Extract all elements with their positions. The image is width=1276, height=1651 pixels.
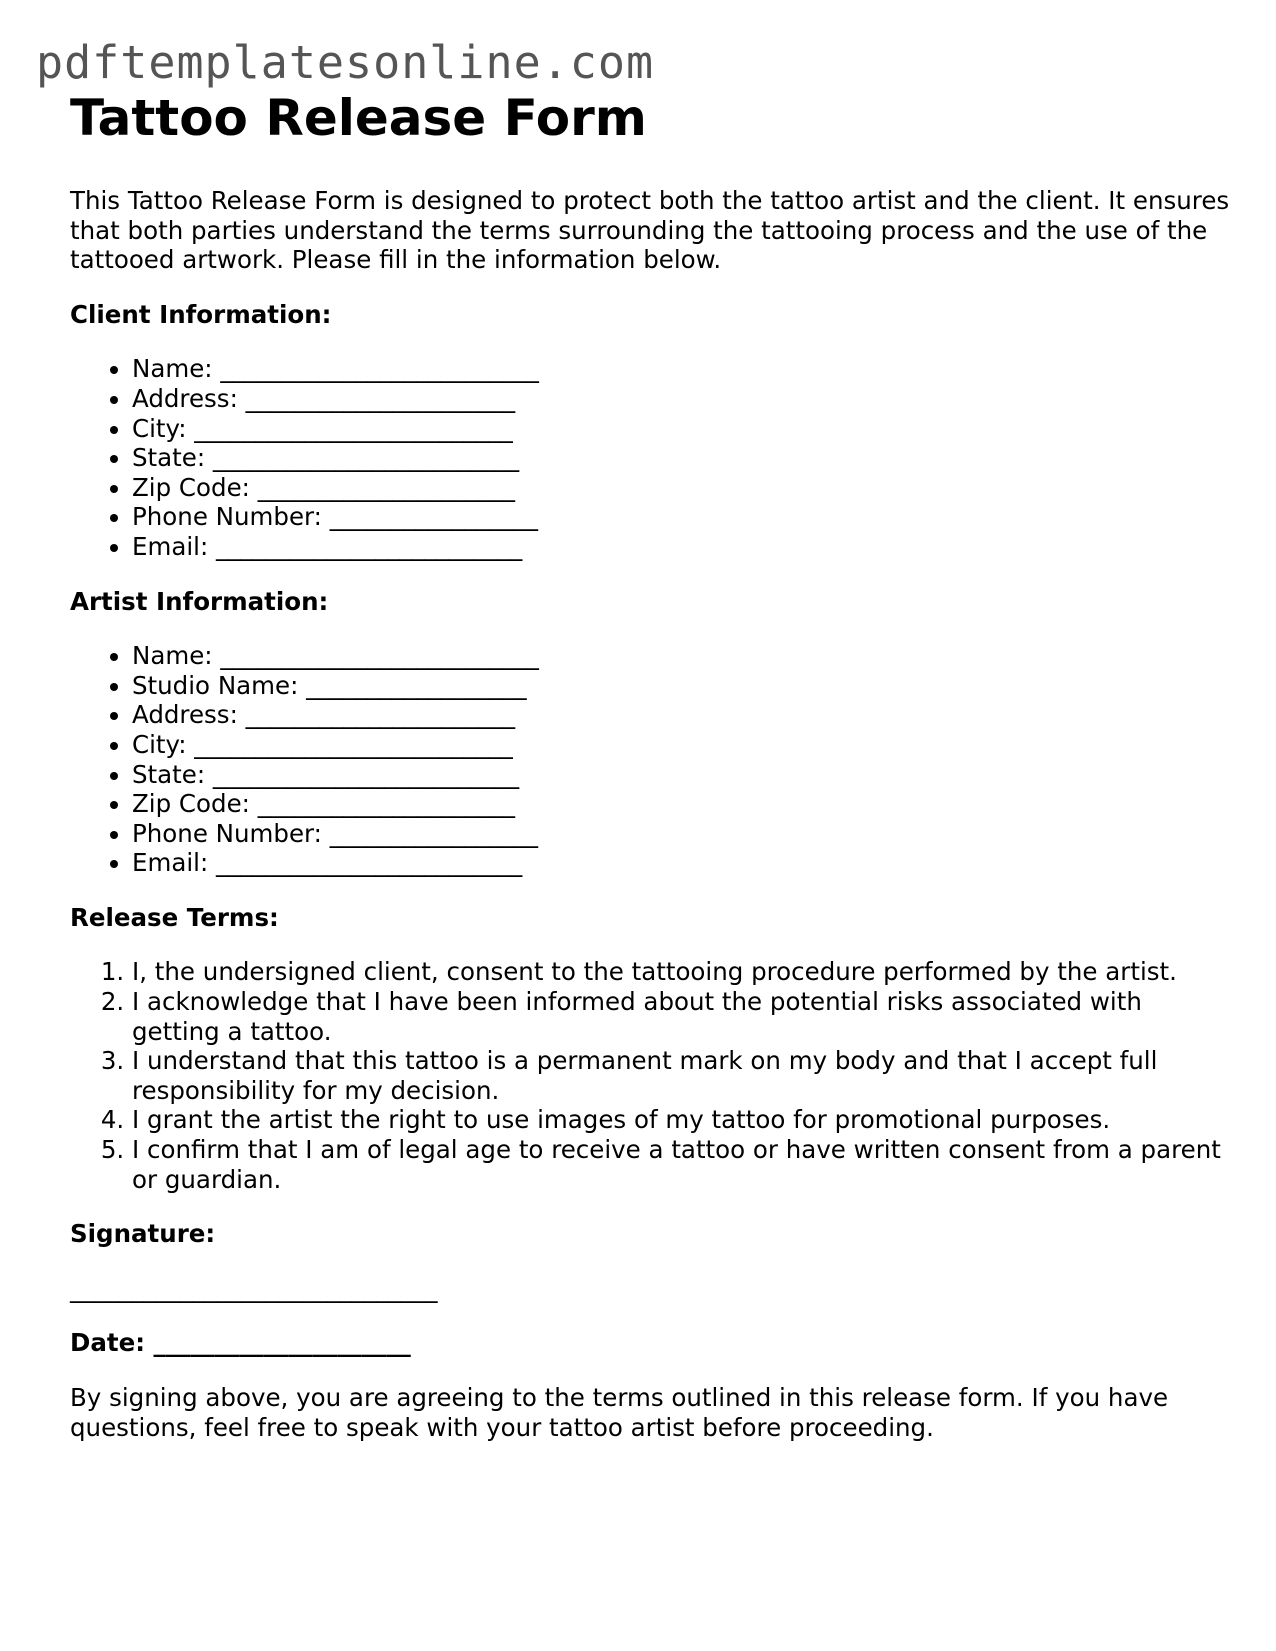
signature-line[interactable]: ______________________________: [70, 1273, 438, 1303]
artist-info-heading: Artist Information:: [70, 586, 329, 616]
release-term-1: 1. I, the undersigned client, consent to the tattooing procedure performed by the artist.: [132, 957, 1230, 987]
client-field-address: • Address: ______________________: [132, 384, 1230, 414]
client-field-name: • Name: __________________________: [132, 354, 1230, 384]
document-page: [70, 88, 1230, 1442]
artist-field-email: • Email: _________________________: [132, 848, 1230, 878]
page-title: Tattoo Release Form: [70, 89, 647, 147]
release-terms-list: [70, 957, 1230, 1194]
artist-field-city: • City: __________________________: [132, 730, 1230, 760]
client-field-phone: • Phone Number: _________________: [132, 502, 1230, 532]
release-term-3: 3. I understand that this tattoo is a permanent mark on my body and that I accept full responsibility for my decision.: [132, 1046, 1230, 1105]
date-label: Date:: [70, 1328, 145, 1358]
client-info-heading: Client Information:: [70, 299, 332, 329]
artist-field-name: • Name: __________________________: [132, 641, 1230, 671]
release-terms-heading: Release Terms:: [70, 902, 279, 932]
artist-info-list: [70, 641, 1230, 878]
client-info-list: [70, 354, 1230, 561]
release-term-2: 2. I acknowledge that I have been informed about the potential risks associated with getting a tattoo.: [132, 987, 1230, 1046]
watermark: pdftemplatesonline.com: [36, 36, 655, 89]
artist-field-address: • Address: ______________________: [132, 700, 1230, 730]
date-line[interactable]: _____________________: [153, 1328, 411, 1358]
client-field-email: • Email: _________________________: [132, 532, 1230, 562]
artist-field-studio: • Studio Name: __________________: [132, 671, 1230, 701]
artist-field-phone: • Phone Number: _________________: [132, 819, 1230, 849]
closing-paragraph: By signing above, you are agreeing to the terms outlined in this release form. If you have questions, feel free to speak with your tattoo artist before proceeding.: [70, 1383, 1169, 1442]
signature-heading: Signature:: [70, 1219, 216, 1249]
artist-field-zip: • Zip Code: _____________________: [132, 789, 1230, 819]
date-row: [70, 1328, 1230, 1358]
client-field-city: • City: __________________________: [132, 414, 1230, 444]
intro-paragraph: This Tattoo Release Form is designed to protect both the tattoo artist and the client. It ensures that both parties understand the terms surrounding the tattooing process and the use of the tattooed artwork. Please fill in the information below.: [70, 186, 1230, 275]
release-term-4: 4. I grant the artist the right to use images of my tattoo for promotional purposes.: [132, 1105, 1230, 1135]
client-field-state: • State: _________________________: [132, 443, 1230, 473]
artist-field-state: • State: _________________________: [132, 760, 1230, 790]
release-term-5: 5. I confirm that I am of legal age to receive a tattoo or have written consent from a parent or guardian.: [132, 1135, 1230, 1194]
client-field-zip: • Zip Code: _____________________: [132, 473, 1230, 503]
